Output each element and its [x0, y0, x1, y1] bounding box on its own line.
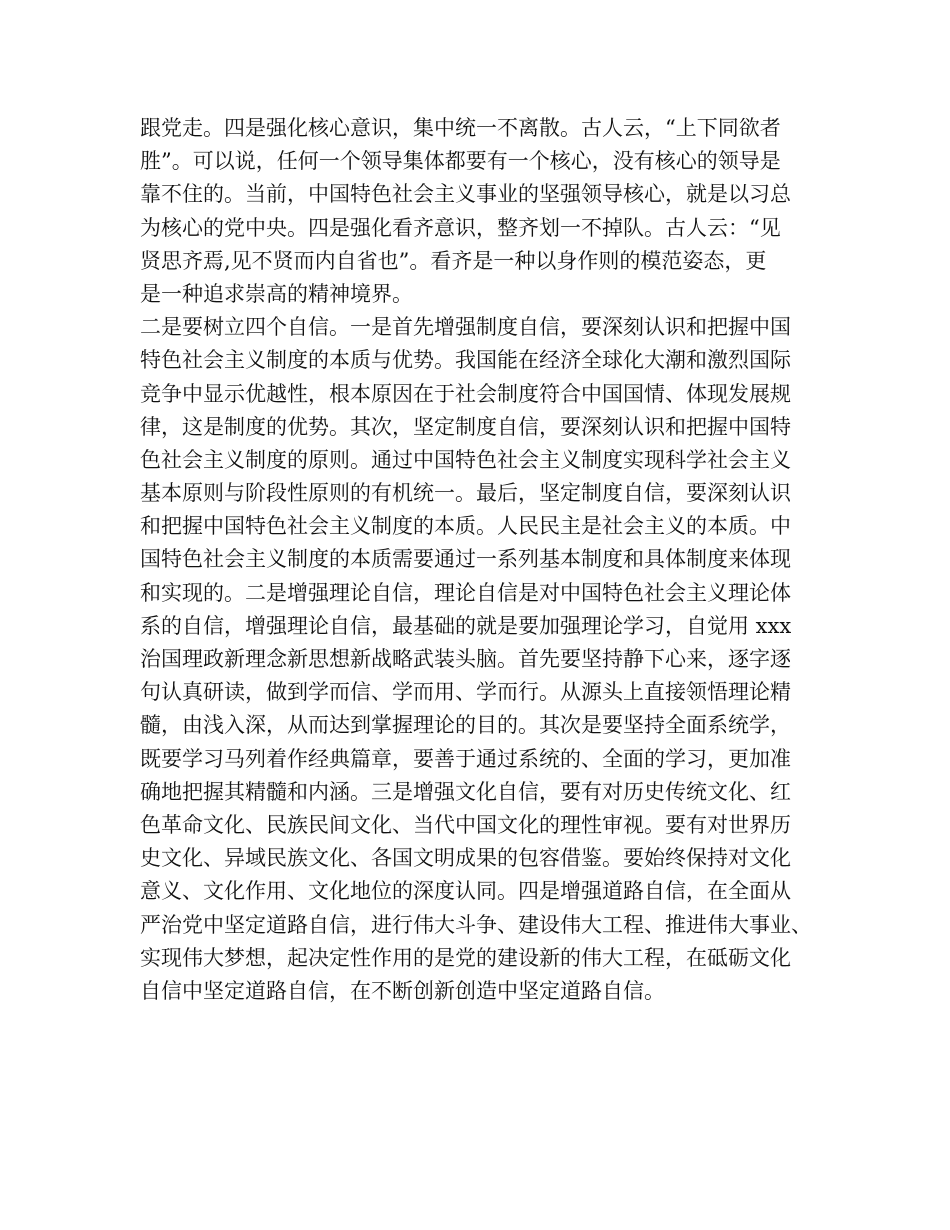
text-line: 胜”。可以说，任何一个领导集体都要有一个核心，没有核心的领导是 — [140, 149, 781, 174]
body-text — [140, 112, 815, 1008]
text-line: 髓，由浅入深，从而达到掌握理论的目的。其次是要坚持全面系统学， — [140, 713, 791, 738]
text-line: 自信中坚定道路自信，在不断创新创造中坚定道路自信。 — [140, 978, 665, 1003]
text-line: 实现伟大梦想，起决定性作用的是党的建设新的伟大工程，在砥砺文化 — [140, 945, 791, 970]
text-line: 治国理政新理念新思想新战略武装头脑。首先要坚持静下心来，逐字逐 — [140, 647, 791, 671]
text-line: 国特色社会主义制度的本质需要通过一系列基本制度和具体制度来体现 — [140, 547, 791, 572]
text-line: 律，这是制度的优势。其次，坚定制度自信，要深刻认识和把握中国特 — [140, 414, 791, 439]
text-line: 色革命文化、民族民间文化、当代中国文化的理性审视。要有对世界历 — [140, 812, 791, 837]
text-line: 既要学习马列着作经典篇章，要善于通过系统的、全面的学习，更加准 — [140, 746, 791, 771]
text-line: 靠不住的。当前，中国特色社会主义事业的坚强领导核心，就是以习总 — [140, 182, 791, 207]
text-line: 史文化、异域民族文化、各国文明成果的包容借鉴。要始终保持对文化 — [140, 846, 791, 871]
text-line: 意义、文化作用、文化地位的深度认同。四是增强道路自信，在全面从 — [140, 879, 791, 904]
text-line: 特色社会主义制度的本质与优势。我国能在经济全球化大潮和激烈国际 — [140, 348, 791, 373]
text-line: 确地把握其精髓和内涵。三是增强文化自信，要有对历史传统文化、红 — [140, 779, 791, 804]
text-line: 跟党走。四是强化核心意识，集中统一不离散。古人云，“上下同欲者 — [140, 116, 781, 140]
text-line: 二是要树立四个自信。一是首先增强制度自信，要深刻认识和把握中国 — [140, 315, 791, 340]
text-line: 句认真研读，做到学而信、学而用、学而行。从源头上直接领悟理论精 — [140, 680, 791, 705]
text-line: 竞争中显示优越性，根本原因在于社会制度符合中国国情、体现发展规 — [140, 381, 791, 406]
text-line: 基本原则与阶段性原则的有机统一。最后，坚定制度自信，要深刻认识 — [140, 481, 791, 506]
text-line: 色社会主义制度的原则。通过中国特色社会主义制度实现科学社会主义 — [140, 447, 791, 472]
text-line: 系的自信，增强理论自信，最基础的就是要加强理论学习，自觉用 xxx — [140, 613, 792, 638]
text-line: 为核心的党中央。四是强化看齐意识，整齐划一不掉队。古人云：“见 — [140, 215, 781, 240]
text-line: 是一种追求崇高的精神境界。 — [140, 281, 413, 306]
text-line: 和实现的。二是增强理论自信，理论自信是对中国特色社会主义理论体 — [140, 580, 791, 605]
text-line: 贤思齐焉,见不贤而内自省也”。看齐是一种以身作则的模范姿态，更 — [140, 248, 767, 273]
text-line: 严治党中坚定道路自信，进行伟大斗争、建设伟大工程、推进伟大事业、 — [140, 912, 812, 937]
text-line: 和把握中国特色社会主义制度的本质。人民民主是社会主义的本质。中 — [140, 514, 791, 539]
